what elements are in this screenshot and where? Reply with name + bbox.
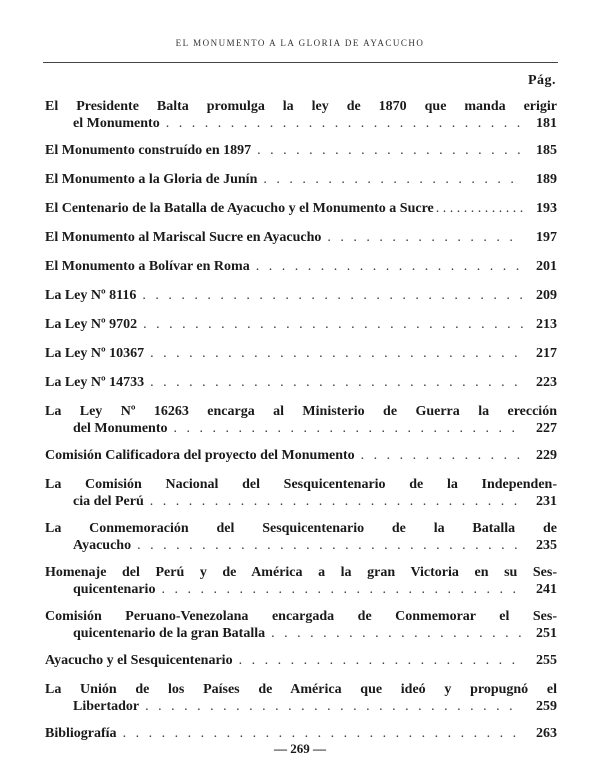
- toc-entry-title: La Ley Nº 9702: [45, 317, 138, 332]
- leader-dots: [271, 625, 523, 642]
- toc-entry-title-line1: Comisión Peruano-Venezolana encargada de Conmemorar el Ses-: [45, 609, 557, 624]
- running-head: EL MONUMENTO A LA GLORIA DE AYACUCHO: [175, 38, 425, 48]
- page-number: — 269 —: [274, 741, 326, 756]
- toc-entry-page: 217: [536, 346, 557, 361]
- leader-dots: [257, 142, 523, 159]
- toc-entry-page: 229: [536, 448, 557, 463]
- toc-entry-page: 201: [536, 259, 557, 274]
- toc-entry-page: 259: [536, 699, 557, 714]
- toc-entry: [45, 447, 557, 464]
- toc-entry: [45, 345, 557, 362]
- leader-dots: [239, 652, 523, 669]
- toc-entry-page: 197: [536, 230, 557, 245]
- toc-entry-title: El Monumento construído en 1897: [45, 143, 252, 158]
- toc-entry-page: 209: [536, 288, 557, 303]
- toc-entry: [45, 652, 557, 669]
- toc-entry: [45, 200, 557, 217]
- header-rule: [43, 62, 558, 63]
- toc-entry: [45, 171, 557, 188]
- leader-dots: [361, 447, 523, 464]
- leader-dots: [137, 537, 523, 554]
- toc-entry-title-line1: La Comisión Nacional del Sesquicentenario de la Independen-: [45, 477, 557, 492]
- toc-entry: [45, 287, 557, 304]
- toc-entry: [45, 258, 557, 275]
- toc-entry-title: El Monumento al Mariscal Sucre en Ayacucho: [45, 230, 322, 245]
- toc-entry-page: 213: [536, 317, 557, 332]
- toc-entry-title-line2: cia del Perú: [73, 494, 144, 509]
- toc-entry-title-line2: del Monumento: [73, 421, 168, 436]
- toc-entry-title-line2: Ayacucho: [73, 538, 132, 553]
- toc-entry: [45, 374, 557, 391]
- toc-entry-title-line2: quicentenario de la gran Batalla: [73, 626, 266, 641]
- toc-entry: [45, 520, 557, 554]
- toc-entry-title: Ayacucho y el Sesquicentenario: [45, 653, 233, 668]
- toc-entry: [45, 229, 557, 246]
- toc-entry-title: El Centenario de la Batalla de Ayacucho y el Monumento a Sucre: [45, 201, 434, 216]
- leader-dots: [150, 345, 523, 362]
- page-column-label: Pág.: [527, 73, 556, 88]
- toc-entry-page: 227: [536, 421, 557, 436]
- toc-entry: [45, 316, 557, 333]
- toc-entry-page: 193: [536, 201, 557, 216]
- leader-dots: [142, 287, 523, 304]
- toc-entry-title-line1: La Unión de los Países de América que ideó y propugnó el: [45, 682, 557, 697]
- toc-entry-title-line2: quicentenario: [73, 582, 156, 597]
- toc-entry-title-line1: Homenaje del Perú y de América a la gran Victoria en su Ses-: [45, 565, 557, 580]
- leader-dots: [263, 171, 523, 188]
- leader-dots: [256, 258, 523, 275]
- toc-entry: [45, 476, 557, 510]
- toc-entry-title-line2: el Monumento: [73, 116, 160, 131]
- toc-entry-page: 231: [536, 494, 557, 509]
- toc-entry-page: 189: [536, 172, 557, 187]
- leader-dots: [150, 374, 523, 391]
- table-of-contents: [45, 98, 557, 754]
- toc-entry-page: 223: [536, 375, 557, 390]
- toc-entry-page: 235: [536, 538, 557, 553]
- toc-entry-title: El Monumento a la Gloria de Junín: [45, 172, 258, 187]
- toc-entry-title: La Ley Nº 14733: [45, 375, 145, 390]
- toc-entry: [45, 98, 557, 132]
- toc-entry-title-line1: La Ley Nº 16263 encarga al Ministerio de Guerra la erección: [45, 404, 557, 419]
- toc-entry: [45, 564, 557, 598]
- toc-entry-title: El Monumento a Bolívar en Roma: [45, 259, 250, 274]
- toc-entry-title: La Ley Nº 10367: [45, 346, 145, 361]
- toc-entry-page: 185: [536, 143, 557, 158]
- toc-entry-page: 263: [536, 726, 557, 741]
- toc-entry: [45, 681, 557, 715]
- leader-dots: [327, 229, 523, 246]
- toc-entry-title-line2: Libertador: [73, 699, 140, 714]
- toc-entry: [45, 403, 557, 437]
- toc-entry-title-line1: La Conmemoración del Sesquicentenario de la Batalla de: [45, 521, 557, 536]
- toc-entry-title-line1: El Presidente Balta promulga la ley de 1870 que manda erigir: [45, 99, 557, 114]
- leader-dots: [166, 115, 523, 132]
- toc-entry-page: 255: [536, 653, 557, 668]
- leader-dots: [174, 420, 524, 437]
- toc-entry-title: La Ley Nº 8116: [45, 288, 137, 303]
- toc-entry-title: Bibliografía: [45, 726, 117, 741]
- leader-dots: [150, 493, 523, 510]
- toc-entry-page: 251: [536, 626, 557, 641]
- toc-entry-title: Comisión Calificadora del proyecto del Monumento: [45, 448, 355, 463]
- leader-dots: [145, 698, 523, 715]
- toc-entry-page: 241: [536, 582, 557, 597]
- leader-dots: [143, 316, 523, 333]
- leader-dots: [161, 581, 523, 598]
- leader-dots: [123, 725, 523, 742]
- toc-entry-page: 181: [536, 116, 557, 131]
- toc-entry: [45, 608, 557, 642]
- toc-entry: [45, 142, 557, 159]
- leader-dots: [436, 200, 525, 217]
- toc-entry: [45, 725, 557, 742]
